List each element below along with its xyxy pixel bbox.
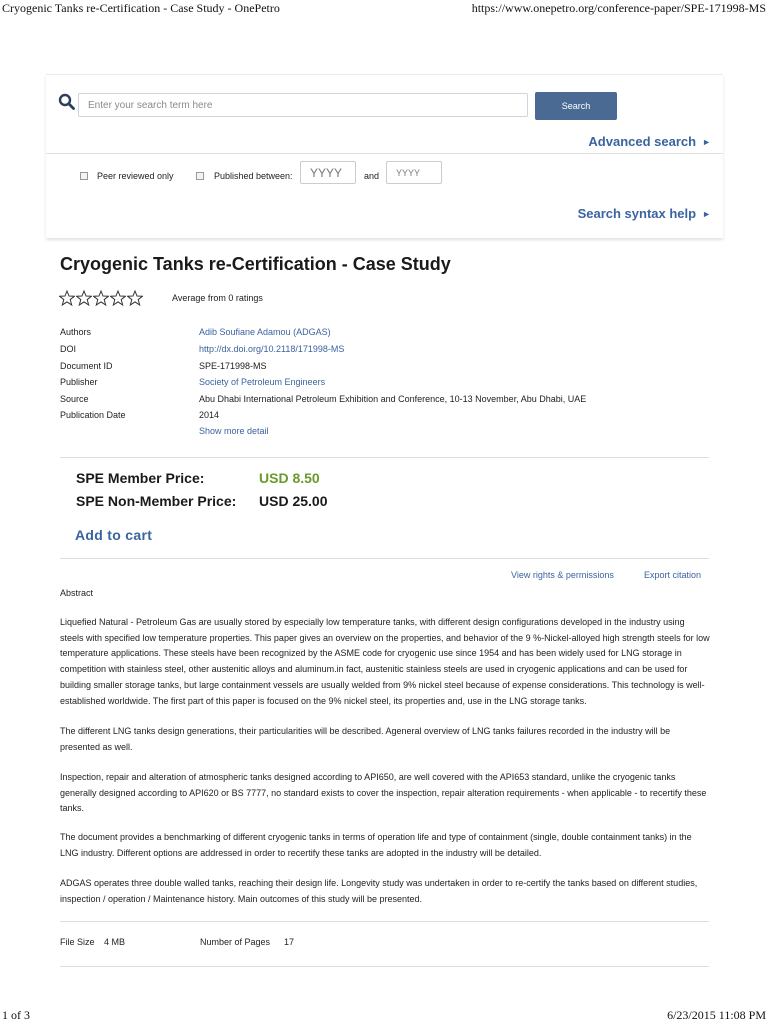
star-icon[interactable] <box>110 290 126 306</box>
star-icon[interactable] <box>59 290 75 306</box>
peer-reviewed-checkbox[interactable] <box>80 172 88 180</box>
caret-right-icon: ► <box>702 209 711 219</box>
meta-key: Source <box>60 394 89 404</box>
member-price-label: SPE Member Price: <box>76 470 205 486</box>
abstract-paragraph: The document provides a benchmarking of different cryogenic tanks in terms of operation life and type of containment (single, double containment tanks) in the LNG industry. Different options are addressed in order to recertify these tanks are adopted in the industry will be detailed. <box>60 832 692 858</box>
abstract-paragraph: The different LNG tanks design generations, their particularities will be described. Ageneral overview of LNG tanks failures recorded in the industry will be presented as well. <box>60 726 671 752</box>
star-icon[interactable] <box>93 290 109 306</box>
search-icon <box>58 93 76 111</box>
nonmember-price-value: USD 25.00 <box>259 493 328 509</box>
section-divider <box>60 921 709 922</box>
year-to-input[interactable]: YYYY <box>386 161 442 184</box>
print-page-number: 1 of 3 <box>2 1008 30 1022</box>
meta-value: 2014 <box>199 410 220 420</box>
abstract-paragraph: Liquefied Natural - Petroleum Gas are usually stored by especially low temperature tanks, with different design configurations developed in the industry using steels with specified low temperature properties. This paper gives an overview on the properties, and behavior of the 9 %-Nickel-alloyed high strength steels for low temperature applications. These steels have been recognized by the ASME code for cryogenic use since 1954 and has been widely used for LNG storage in competition with stainless steel, other austenitic alloys and aluminum.in fact, austenitic stainless steels are used in cryogenic applications and can be used for building smaller storage tanks, but large containment vessels are usually welded from 9% nickel steel because of expense considerations. This technology is well-established worldwide. The first part of this paper is focused on the 9% nickel steel, its properties and, use in the LNG storage tanks. <box>60 617 710 706</box>
published-between-label: Published between: <box>214 171 293 181</box>
doi-link[interactable]: http://dx.doi.org/10.2118/171998-MS <box>199 344 345 354</box>
advanced-search-label: Advanced search <box>588 134 697 149</box>
page-count-value: 17 <box>284 937 295 947</box>
print-header <box>0 0 768 18</box>
meta-value: SPE-171998-MS <box>199 361 267 371</box>
add-to-cart-link[interactable]: Add to cart <box>75 527 153 543</box>
search-syntax-label: Search syntax help <box>577 206 697 221</box>
print-page-title: Cryogenic Tanks re-Certification - Case Study - OnePetro <box>2 1 280 15</box>
page-count-label: Number of Pages <box>200 937 271 947</box>
search-input[interactable] <box>78 93 528 117</box>
section-divider <box>60 966 709 967</box>
meta-key: Authors <box>60 327 92 337</box>
caret-right-icon: ► <box>702 137 711 147</box>
print-page-url: https://www.onepetro.org/conference-paper/SPE-171998-MS <box>471 1 766 15</box>
publisher-link[interactable]: Society of Petroleum Engineers <box>199 377 326 387</box>
search-divider <box>46 153 723 154</box>
file-size-label: File Size <box>60 937 95 947</box>
export-citation-link[interactable]: Export citation <box>644 570 702 580</box>
star-icon[interactable] <box>76 290 92 306</box>
author-link[interactable]: Adib Soufiane Adamou (ADGAS) <box>199 327 331 337</box>
section-divider <box>60 457 709 458</box>
year-from-input[interactable]: YYYY <box>300 161 356 184</box>
meta-key: Publication Date <box>60 410 126 420</box>
meta-value: Abu Dhabi International Petroleum Exhibition and Conference, 10-13 November, Abu Dhabi, UAE <box>199 394 587 404</box>
show-more-detail-link[interactable]: Show more detail <box>199 426 269 436</box>
print-datetime: 6/23/2015 11:08 PM <box>667 1008 766 1022</box>
search-button[interactable]: Search <box>535 92 617 120</box>
meta-key: Document ID <box>60 361 113 371</box>
meta-key: Publisher <box>60 377 98 387</box>
nonmember-price-label: SPE Non-Member Price: <box>76 493 237 509</box>
file-size-value: 4 MB <box>104 937 126 947</box>
and-label: and <box>364 171 380 181</box>
search-panel <box>46 74 723 238</box>
meta-key: DOI <box>60 344 77 354</box>
abstract-paragraph: Inspection, repair and alteration of atmospheric tanks designed according to API650, are well covered with the API653 standard, unlike the cryogenic tanks generally designed according to API620 or BS 7777, no standard exists to cover the inspection, repair alteration requirements - when applicable - to recertify these tanks. <box>60 772 707 814</box>
search-syntax-help-link[interactable] <box>578 206 711 221</box>
rating-summary: Average from 0 ratings <box>172 293 263 303</box>
member-price-value: USD 8.50 <box>259 470 320 486</box>
star-rating[interactable] <box>59 290 143 306</box>
print-footer <box>0 1006 768 1024</box>
peer-reviewed-label: Peer reviewed only <box>97 171 174 181</box>
section-divider <box>60 558 709 559</box>
view-rights-permissions-link[interactable]: View rights & permissions <box>511 570 614 580</box>
star-icon[interactable] <box>127 290 143 306</box>
published-between-checkbox[interactable] <box>196 172 204 180</box>
abstract-paragraph: ADGAS operates three double walled tanks, reaching their design life. Longevity study was undertaken in order to re-certify the tanks based on different studies, inspection / operation / Maintenance history. Main outcomes of this study will be presented. <box>60 878 698 904</box>
paper-title: Cryogenic Tanks re-Certification - Case Study <box>60 254 451 274</box>
abstract-heading: Abstract <box>60 588 94 598</box>
advanced-search-link[interactable] <box>588 134 711 149</box>
